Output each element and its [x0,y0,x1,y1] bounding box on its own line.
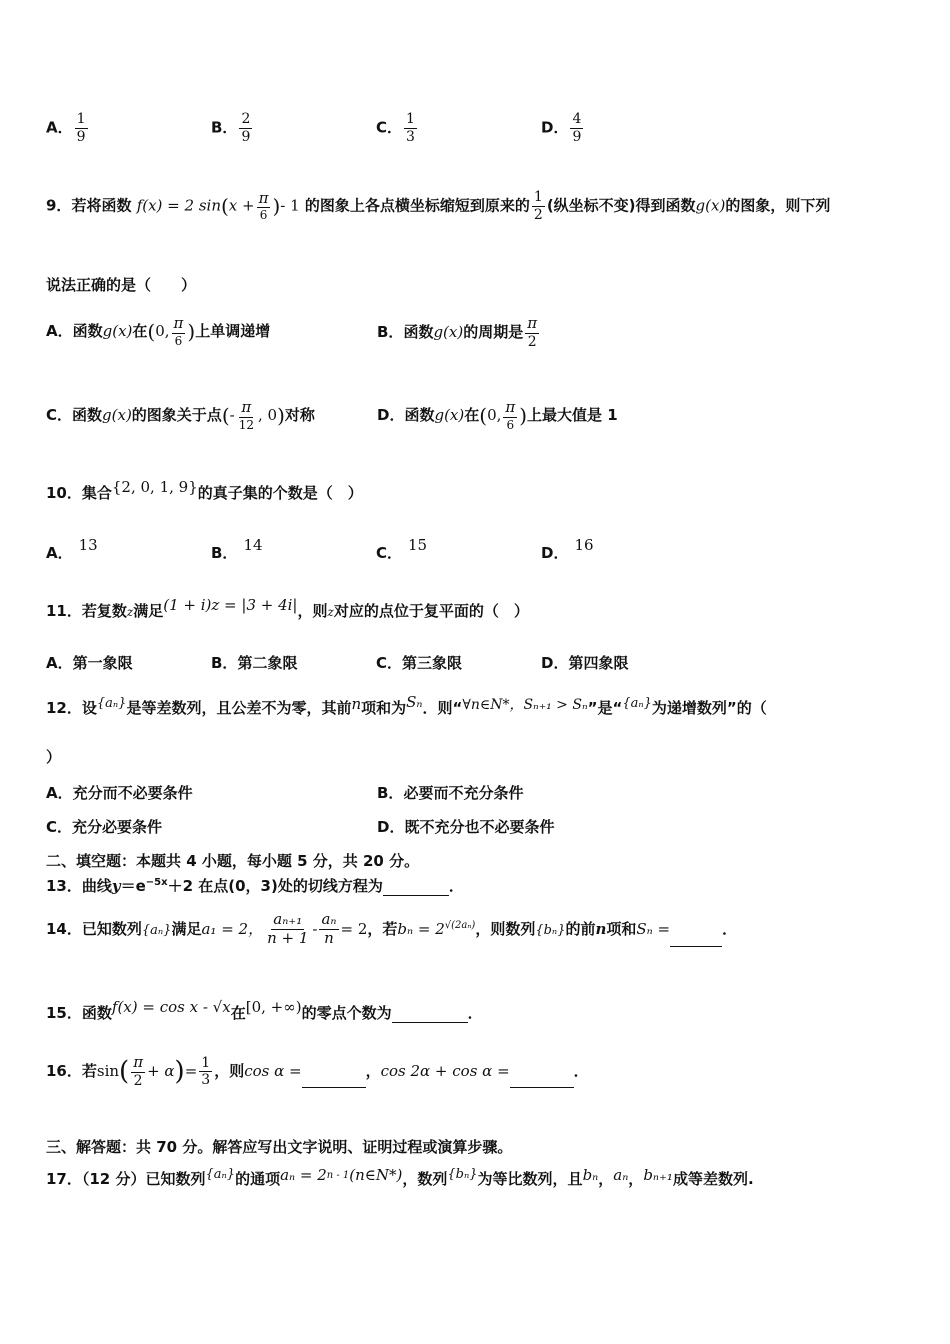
q9-option-c: C．函数g(x)的图象关于点(- $\frac{\pi}{12}$ , 0)对称 [46,398,315,432]
fraction: $\frac{2}{9}$ [241,111,251,145]
q11-option-a: A．第一象限 [46,654,133,672]
math-expression: f(x) = 2 sin [136,196,221,215]
q10-option-b: B． 14 [211,536,263,562]
q11-stem: 11．若复数z满足(1 + i)z = |3 + 4i|，则z对应的点位于复平面的（ ） [46,596,529,620]
q12-option-d: D．既不充分也不必要条件 [377,818,555,836]
q12-options-ab [46,782,906,804]
q9-stem: 9．若将函数 f(x) = 2 sin(x + $\frac{\pi}{6}$ )- 1 的图象上各点横坐标缩短到原来的 $\frac{1}{2}$ (纵坐标不变)得到函数g(x)的图象，则下列 [46,188,831,223]
q12-option-b: B．必要而不充分条件 [377,784,524,802]
q10-stem: 10．集合{2, 0, 1, 9}的真子集的个数是（ ） [46,478,363,502]
q12-options-cd [46,816,906,838]
fraction: $\frac{1}{2}$ [533,189,543,223]
q8-option-a: A． $\frac{1}{9}$ [46,111,86,145]
q11-options [46,652,906,674]
answer-blank[interactable] [302,1072,366,1088]
q12-stem: 12．设{aₙ}是等差数列，且公差不为零，其前n项和为Sₙ．则“∀n∈N*，Sₙ₊₁ > Sₙ”是“{aₙ}为递增数列”的（ [46,693,767,717]
fraction: $\frac{\text{aₙ}}{n}$ [321,910,337,947]
q15-stem: 15．函数f(x) = cos x - √x在[0, +∞)的零点个数为 ． [46,998,483,1022]
q9-options-cd [46,396,906,446]
q11-option-d: D．第四象限 [541,654,629,672]
q14-stem: 14．已知数列{aₙ}满足a₁ = 2， $\frac{\text{aₙ₊₁}}{n + 1}$ - $\frac{\text{aₙ}}{n}$ = 2，若$b_n = 2^{√(2a_n)}$，则数列{bₙ}的前n项和Sₙ = ． [46,910,738,947]
section-2-heading: 二、填空题：本题共 4 小题，每小题 5 分，共 20 分。 [46,852,420,870]
fraction: $\frac{4}{9}$ [572,111,582,145]
fraction: $\frac{\pi}{6}$ [505,398,516,432]
answer-blank[interactable] [383,880,449,896]
q16-stem: 16．若sin( $\frac{\pi}{2}$ + α)= $\frac{1}{3}$ ，则cos α = ，cos 2α + cos α = ． [46,1053,589,1089]
q11-option-c: C．第三象限 [376,654,463,672]
q9-option-a: A．函数g(x)在(0, $\frac{\pi}{6}$ )上单调递增 [46,314,271,348]
fraction: $\frac{1}{3}$ [201,1054,211,1089]
fraction: $\frac{\pi}{2}$ [133,1053,144,1089]
q11-option-b: B．第二象限 [211,654,298,672]
answer-blank[interactable] [670,931,722,947]
fraction: $\frac{\pi}{2}$ [527,314,538,350]
q10-option-d: D． 16 [541,536,594,562]
q9-option-d: D．函数g(x)在(0, $\frac{\pi}{6}$ )上最大值是 1 [377,398,618,432]
q8-option-d: D． $\frac{4}{9}$ [541,111,582,145]
fraction: $\frac{1}{3}$ [406,111,415,145]
fraction: $\frac{\pi}{6}$ [258,188,269,223]
q9-options-ab [46,312,906,362]
fraction: $\frac{\pi}{6}$ [173,314,184,348]
q8-option-c: C． $\frac{1}{3}$ [376,111,415,145]
q12-option-a: A．充分而不必要条件 [46,784,193,802]
q10-option-c: C． 15 [376,536,428,562]
answer-blank[interactable] [510,1072,574,1088]
q10-options [46,536,906,562]
fraction: $\frac{\pi}{12}$ [238,398,254,432]
section-3-heading: 三、解答题：共 70 分。解答应写出文字说明、证明过程或演算步骤。 [46,1138,513,1156]
q9-option-b: B．函数g(x)的周期是 $\frac{\pi}{2}$ [377,314,538,350]
q8-option-b: B． $\frac{2}{9}$ [211,111,251,145]
fraction: $\frac{1}{9}$ [76,111,86,145]
fraction: $\frac{\text{aₙ₊₁}}{n + 1}$ [267,910,309,947]
q12-stem-close: ） [46,748,62,766]
q17-stem: 17．（12 分）已知数列{aₙ}的通项$a_n = 2^{n - 1}(n\in N*)$，数列{bₙ}为等比数列，且bₙ，aₙ，bₙ₊₁成等差数列. [46,1166,754,1188]
q9-stem-cont: 说法正确的是（ ） [46,276,197,294]
q10-option-a: A． 13 [46,536,98,562]
q13-stem: 13．曲线$y=e^{-5x}+2$ 在点(0，3)处的切线方程为 ． [46,877,464,895]
answer-blank[interactable] [392,1007,468,1023]
q12-option-c: C．充分必要条件 [46,818,163,836]
